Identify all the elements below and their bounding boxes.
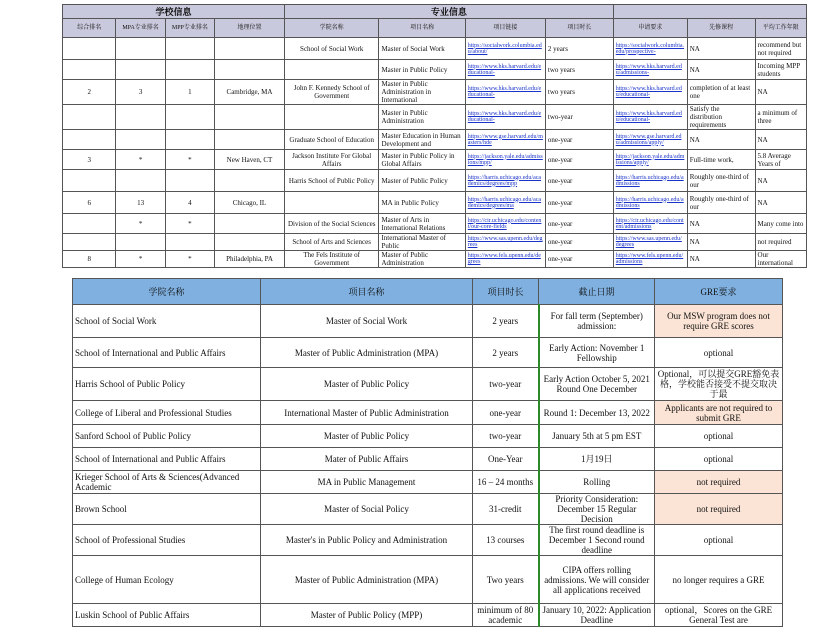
program-link[interactable]: https://harris.uchicago.edu/academics/degrees/mpp xyxy=(465,170,545,192)
col-header-gre: GRE要求 xyxy=(655,279,783,305)
gre-cell: optional xyxy=(655,448,783,471)
table-row xyxy=(73,338,783,368)
school-cell xyxy=(284,105,379,130)
duration-cell: 2 years xyxy=(473,305,539,338)
location-cell xyxy=(215,234,285,251)
program-cell: MA in Public Management xyxy=(261,471,473,494)
school-info-body xyxy=(63,38,807,268)
program-cell: Master of Social Policy xyxy=(261,494,473,525)
work-years-cell: 5.8 Average Years of xyxy=(755,150,806,170)
program-link[interactable]: https://www.hks.harvard.edu/educational- xyxy=(465,105,545,130)
school-cell: School of Social Work xyxy=(284,38,379,60)
program-cell: Master of Social Work xyxy=(379,38,465,60)
requirement-link[interactable]: https://www.hks.harvard.edu/educational- xyxy=(613,105,687,130)
prereq-cell: NA xyxy=(687,130,755,150)
program-link[interactable]: https://socialwork.columbia.edu/about/ xyxy=(465,38,545,60)
table-row xyxy=(63,80,807,105)
program-cell: Master of Social Work xyxy=(261,305,473,338)
location-cell: New Haven, CT xyxy=(215,150,285,170)
col-header: 项目时长 xyxy=(545,19,613,38)
col-header: 项目链接 xyxy=(465,19,545,38)
table-header-row xyxy=(73,279,783,305)
program-link[interactable]: https://www.gse.harvard.edu/masters/hde xyxy=(465,130,545,150)
duration-cell: two years xyxy=(545,60,613,80)
school-cell: Krieger School of Arts & Sciences(Advanced Academic xyxy=(73,471,261,494)
rank-cell xyxy=(63,60,116,80)
mpa-rank-cell: * xyxy=(116,150,165,170)
program-cell: Master of Public Policy xyxy=(261,368,473,401)
col-header-duration: 项目时长 xyxy=(473,279,539,305)
mpp-rank-cell: 4 xyxy=(165,192,214,214)
work-years-cell: Incoming MPP students xyxy=(755,60,806,80)
mpp-rank-cell xyxy=(165,234,214,251)
requirement-link[interactable]: https://cir.uchicago.edu/content/admissions xyxy=(613,214,687,234)
table-row xyxy=(63,170,807,192)
duration-cell: Two years xyxy=(473,556,539,604)
table-header-row xyxy=(63,19,807,38)
program-cell: MA in Public Policy xyxy=(379,192,465,214)
work-years-cell: Many come into xyxy=(755,214,806,234)
group-header-school-info: 学校信息 xyxy=(63,5,285,19)
location-cell xyxy=(215,170,285,192)
gre-cell: not required xyxy=(655,494,783,525)
col-header: 先修课程 xyxy=(687,19,755,38)
school-cell: School of Social Work xyxy=(73,305,261,338)
table-row xyxy=(73,401,783,425)
duration-cell: one-year xyxy=(545,170,613,192)
program-link[interactable]: https://www.hks.harvard.edu/educational- xyxy=(465,80,545,105)
duration-cell: one-year xyxy=(473,401,539,425)
duration-cell: one-year xyxy=(545,214,613,234)
col-header: MPA专业排名 xyxy=(116,19,165,38)
school-cell: School of Professional Studies xyxy=(73,525,261,556)
program-link[interactable]: https://cir.uchicago.edu/content/our-core-fields xyxy=(465,214,545,234)
requirement-link[interactable]: https://harris.uchicago.edu/admissions xyxy=(613,170,687,192)
gre-cell: optional，Scores on the GRE General Test are xyxy=(655,604,783,627)
program-link[interactable]: https://harris.uchicago.edu/academics/degrees/ma xyxy=(465,192,545,214)
col-header-school: 学院名称 xyxy=(73,279,261,305)
program-link[interactable]: https://jackson.yale.edu/admissions/mpp/ xyxy=(465,150,545,170)
mpp-rank-cell: * xyxy=(165,251,214,268)
rank-cell: 6 xyxy=(63,192,116,214)
program-cell: Master of Public Policy (MPP) xyxy=(261,604,473,627)
rank-cell xyxy=(63,105,116,130)
rank-cell xyxy=(63,130,116,150)
table-row xyxy=(63,105,807,130)
requirement-link[interactable]: https://www.gse.harvard.edu/admissions/apply/ xyxy=(613,130,687,150)
table-row xyxy=(63,214,807,234)
school-cell: The Fels Institute of Government xyxy=(284,251,379,268)
school-cell xyxy=(284,192,379,214)
prereq-cell: NA xyxy=(687,38,755,60)
mpp-rank-cell xyxy=(165,170,214,192)
mpp-rank-cell: 1 xyxy=(165,80,214,105)
mpa-rank-cell xyxy=(116,234,165,251)
prereq-cell: NA xyxy=(687,251,755,268)
rank-cell: 8 xyxy=(63,251,116,268)
program-cell: Master's in Public Policy and Administration xyxy=(261,525,473,556)
program-cell: Master in Public Policy xyxy=(379,60,465,80)
program-cell: Master of Public Administration (MPA) xyxy=(261,338,473,368)
duration-cell: two-year xyxy=(473,368,539,401)
mpa-rank-cell xyxy=(116,170,165,192)
table-row xyxy=(73,425,783,448)
table-row xyxy=(63,38,807,60)
school-cell xyxy=(284,60,379,80)
mpa-rank-cell: 3 xyxy=(116,80,165,105)
col-header: 综合排名 xyxy=(63,19,116,38)
deadline-cell: Priority Consideration: December 15 Regular Decision xyxy=(539,494,655,525)
program-cell: Master in Public Administration in International xyxy=(379,80,465,105)
table-row xyxy=(73,525,783,556)
duration-cell: One-Year xyxy=(473,448,539,471)
program-cell: Master in Public Administration xyxy=(379,105,465,130)
table-row xyxy=(63,130,807,150)
deadline-cell: Early Action: November 1 Fellowship xyxy=(539,338,655,368)
deadline-cell: The first round deadline is December 1 Second round deadline xyxy=(539,525,655,556)
program-cell: Master Education in Human Development and xyxy=(379,130,465,150)
mpp-rank-cell xyxy=(165,130,214,150)
program-link[interactable]: https://www.sas.upenn.edu/degrees xyxy=(465,234,545,251)
requirement-link[interactable]: https://socialwork.columbia.edu/prospective- xyxy=(613,38,687,60)
school-cell: College of Liberal and Professional Studies xyxy=(73,401,261,425)
work-years-cell: recommend but not required xyxy=(755,38,806,60)
school-cell: Harris School of Public Policy xyxy=(284,170,379,192)
table-row xyxy=(73,305,783,338)
deadline-cell: For fall term (September) admission: xyxy=(539,305,655,338)
requirement-link[interactable]: https://jackson.yale.edu/admissions/apply/ xyxy=(613,150,687,170)
mpa-rank-cell: 13 xyxy=(116,192,165,214)
duration-cell: 2 years xyxy=(473,338,539,368)
mpa-rank-cell: * xyxy=(116,214,165,234)
duration-cell: 13 courses xyxy=(473,525,539,556)
rank-cell: 3 xyxy=(63,150,116,170)
requirement-link[interactable]: https://www.fels.upenn.edu/admissions xyxy=(613,251,687,268)
gre-deadline-table xyxy=(72,278,783,627)
rank-cell xyxy=(63,234,116,251)
school-cell: School of Arts and Sciences xyxy=(284,234,379,251)
duration-cell: 31-credit xyxy=(473,494,539,525)
prereq-cell: Roughly one-third of our xyxy=(687,170,755,192)
school-cell: Division of the Social Sciences xyxy=(284,214,379,234)
prereq-cell: completion of at least one xyxy=(687,80,755,105)
group-header-program-info: 专业信息 xyxy=(284,5,613,19)
requirement-link[interactable]: https://www.hks.harvard.edu/admissions- xyxy=(613,60,687,80)
table-row xyxy=(73,494,783,525)
col-header: 项目名称 xyxy=(379,19,465,38)
deadline-cell: CIPA offers rolling admissions. We will consider all applications received xyxy=(539,556,655,604)
gre-deadline-body xyxy=(73,305,783,627)
rank-cell: 2 xyxy=(63,80,116,105)
program-cell: Mater of Public Affairs xyxy=(261,448,473,471)
school-cell: Graduate School of Education xyxy=(284,130,379,150)
gre-cell: optional xyxy=(655,525,783,556)
school-cell: Sanford School of Public Policy xyxy=(73,425,261,448)
school-cell: John F. Kennedy School of Government xyxy=(284,80,379,105)
school-cell: College of Human Ecology xyxy=(73,556,261,604)
table-row xyxy=(63,234,807,251)
table-row xyxy=(63,150,807,170)
prereq-cell: NA xyxy=(687,214,755,234)
rank-cell xyxy=(63,214,116,234)
duration-cell: one-year xyxy=(545,130,613,150)
table-row xyxy=(63,251,807,268)
work-years-cell: NA xyxy=(755,130,806,150)
table-row xyxy=(63,192,807,214)
rank-cell xyxy=(63,170,116,192)
gre-cell: optional xyxy=(655,425,783,448)
work-years-cell: NA xyxy=(755,80,806,105)
location-cell: Cambridge, MA xyxy=(215,80,285,105)
deadline-cell: Rolling xyxy=(539,471,655,494)
work-years-cell: not required xyxy=(755,234,806,251)
duration-cell: one-year xyxy=(545,234,613,251)
deadline-cell: January 10, 2022: Application Deadline xyxy=(539,604,655,627)
program-cell: International Master of Public Administration xyxy=(261,401,473,425)
rank-cell xyxy=(63,38,116,60)
duration-cell: 2 years xyxy=(545,38,613,60)
program-cell: Master of Arts in International Relations xyxy=(379,214,465,234)
col-header: 平均工作年限 xyxy=(755,19,806,38)
prereq-cell: NA xyxy=(687,234,755,251)
work-years-cell: Our international xyxy=(755,251,806,268)
prereq-cell: Satisfy the distribution requirements xyxy=(687,105,755,130)
prereq-cell: Roughly one-third of our xyxy=(687,192,755,214)
col-header: 地理位置 xyxy=(215,19,285,38)
program-cell: Master in Public Policy in Global Affairs xyxy=(379,150,465,170)
duration-cell: two-year xyxy=(545,105,613,130)
gre-cell: optional xyxy=(655,338,783,368)
location-cell xyxy=(215,60,285,80)
deadline-cell: Early Action October 5, 2021 Round One December xyxy=(539,368,655,401)
work-years-cell: NA xyxy=(755,192,806,214)
mpa-rank-cell xyxy=(116,60,165,80)
program-cell: Master of Public Administration xyxy=(379,251,465,268)
gre-cell: not required xyxy=(655,471,783,494)
table-row xyxy=(73,448,783,471)
mpa-rank-cell xyxy=(116,105,165,130)
duration-cell: one-year xyxy=(545,150,613,170)
mpp-rank-cell xyxy=(165,60,214,80)
col-header: 学院名称 xyxy=(284,19,379,38)
prereq-cell: Full-time work, xyxy=(687,150,755,170)
table-row xyxy=(73,471,783,494)
col-header: MPP专业排名 xyxy=(165,19,214,38)
duration-cell: 16 – 24 months xyxy=(473,471,539,494)
requirement-link[interactable]: https://www.sas.upenn.edu/degrees xyxy=(613,234,687,251)
school-info-table xyxy=(62,4,807,268)
school-cell: School of International and Public Affairs xyxy=(73,448,261,471)
duration-cell: two years xyxy=(545,80,613,105)
location-cell xyxy=(215,130,285,150)
requirement-link[interactable]: https://harris.uchicago.edu/admissions xyxy=(613,192,687,214)
mpa-rank-cell: * xyxy=(116,251,165,268)
duration-cell: two-year xyxy=(473,425,539,448)
table-row xyxy=(73,556,783,604)
mpp-rank-cell: * xyxy=(165,150,214,170)
school-cell: Brown School xyxy=(73,494,261,525)
prereq-cell: NA xyxy=(687,60,755,80)
mpp-rank-cell xyxy=(165,105,214,130)
mpa-rank-cell xyxy=(116,38,165,60)
mpp-rank-cell xyxy=(165,38,214,60)
requirement-link[interactable]: https://www.hks.harvard.edu/educational- xyxy=(613,80,687,105)
gre-cell: Optional，可以提交GRE豁免表格，学校能否接受不提交取决于最 xyxy=(655,368,783,401)
location-cell: Chicago, IL xyxy=(215,192,285,214)
deadline-cell: Round 1: December 13, 2022 xyxy=(539,401,655,425)
col-header: 申请要求 xyxy=(613,19,687,38)
work-years-cell: a minimum of three xyxy=(755,105,806,130)
program-link[interactable]: https://www.hks.harvard.edu/educational- xyxy=(465,60,545,80)
work-years-cell: NA xyxy=(755,170,806,192)
table-row xyxy=(73,368,783,401)
school-cell: School of International and Public Affairs xyxy=(73,338,261,368)
deadline-cell: 1月19日 xyxy=(539,448,655,471)
school-cell: Harris School of Public Policy xyxy=(73,368,261,401)
gre-cell: Our MSW program does not require GRE scores xyxy=(655,305,783,338)
program-cell: Master of Public Administration (MPA) xyxy=(261,556,473,604)
location-cell xyxy=(215,214,285,234)
gre-cell: no longer requires a GRE xyxy=(655,556,783,604)
location-cell: Philadelphia, PA xyxy=(215,251,285,268)
col-header-deadline: 截止日期 xyxy=(539,279,655,305)
program-cell: Master of Public Policy xyxy=(261,425,473,448)
school-cell: Luskin School of Public Affairs xyxy=(73,604,261,627)
duration-cell: minimum of 80 academic xyxy=(473,604,539,627)
location-cell xyxy=(215,105,285,130)
school-cell: Jackson Institute For Global Affairs xyxy=(284,150,379,170)
program-cell: International Master of Public xyxy=(379,234,465,251)
table-row xyxy=(73,604,783,627)
mpa-rank-cell xyxy=(116,130,165,150)
duration-cell: one-year xyxy=(545,192,613,214)
mpp-rank-cell: * xyxy=(165,214,214,234)
table-row xyxy=(63,60,807,80)
gre-cell: Applicants are not required to submit GRE xyxy=(655,401,783,425)
program-cell: Master of Public Policy xyxy=(379,170,465,192)
deadline-cell: January 5th at 5 pm EST xyxy=(539,425,655,448)
location-cell xyxy=(215,38,285,60)
duration-cell: one-year xyxy=(545,251,613,268)
program-link[interactable]: https://www.fels.upenn.edu/degrees xyxy=(465,251,545,268)
col-header-program: 项目名称 xyxy=(261,279,473,305)
